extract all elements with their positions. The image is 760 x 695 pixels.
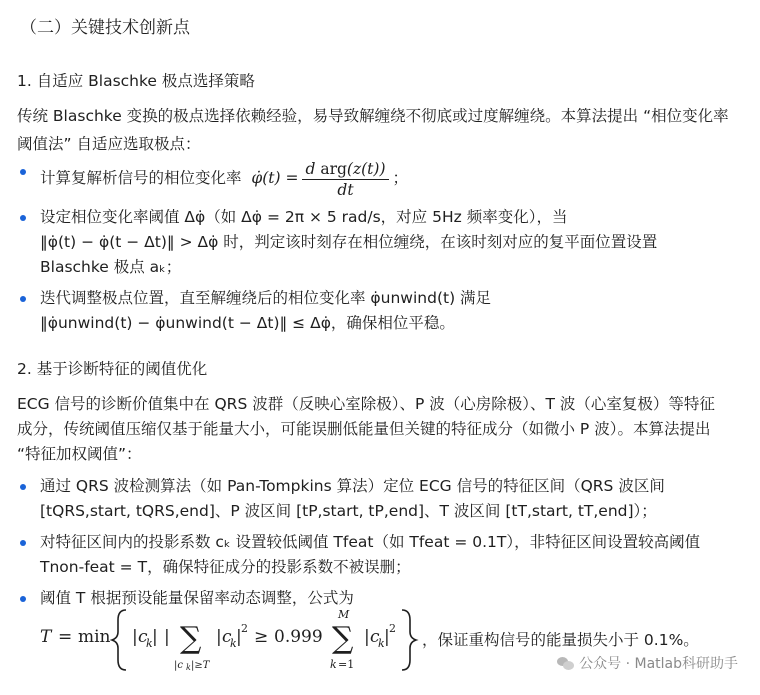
svg-text:|: | (152, 627, 158, 647)
list-item-feature-threshold-line1: 对特征区间内的投影系数 cₖ 设置较低阈值 Tfeat（如 Tfeat = 0.1T），非特征区间设置较高阈值 (40, 533, 701, 551)
svg-text:|c: |c (174, 660, 183, 671)
list-item-iterate-line1: 迭代调整极点位置，直至解缠绕后的相位变化率 φ̇unwind(t) 满足 (40, 289, 492, 307)
list-item-threshold-line1: 设定相位变化率阈值 Δφ̇（如 Δφ̇ = 2π × 5 rad/s，对应 5Hz 频率变化），当 (40, 208, 568, 226)
bullet-dot (20, 484, 26, 490)
list-item-qrs-line2: [tQRS,start, tQRS,end]、P 波区间 [tP,start, tP,end]、T 波区间 [tT,start, tT,end]）； (40, 502, 657, 520)
svg-text:2: 2 (241, 622, 248, 635)
svg-text:∑: ∑ (180, 621, 202, 656)
list-item-qrs-line1: 通过 QRS 波检测算法（如 Pan-Tompkins 算法）定位 ECG 信号的特征区间（QRS 波区间 (40, 477, 665, 495)
watermark-text: 公众号 · Matlab科研助手 (579, 656, 738, 672)
svg-text:2: 2 (389, 622, 396, 635)
svg-text:|≥T: |≥T (191, 660, 210, 671)
svg-text:k: k (330, 658, 337, 671)
svg-text:c: c (222, 627, 232, 647)
svg-text:k: k (378, 637, 385, 650)
bullet-dot (20, 596, 26, 602)
svg-text:k: k (146, 637, 153, 650)
svg-text:k: k (186, 663, 191, 672)
subsection-title-1: 1. 自适应 Blaschke 极点选择策略 (17, 72, 255, 90)
svg-text:T: T (40, 627, 52, 647)
wechat-icon (557, 655, 575, 671)
bullet-dot (20, 296, 26, 302)
svg-text:|: | (216, 627, 222, 647)
svg-text:|: | (364, 627, 370, 647)
svg-text:0.999: 0.999 (274, 627, 323, 647)
svg-text:|: | (236, 627, 242, 647)
svg-text:|: | (384, 627, 390, 647)
list-item-iterate-line2: ‖φ̇unwind(t) − φ̇unwind(t − Δt)‖ ≤ Δφ̇，确保相位平稳。 (40, 314, 455, 332)
list-item-phase-rate: 计算复解析信号的相位变化率 φ̇(t) = $\frac{\text{d arg(z(t))}}{dt}$ ； (40, 159, 409, 199)
svg-text:=1: =1 (338, 658, 355, 671)
paragraph-intro-2: ECG 信号的诊断价值集中在 QRS 波群（反映心室除极）、P 波（心房除极）、T 波（心室复极）等特征成分，传统阈值压缩仅基于能量大小，可能误删低能量但关键的特征成分（如微小 P 波）。本算法提出 “特征加权阈值”： (17, 395, 715, 463)
svg-text:c: c (138, 627, 148, 647)
watermark (557, 653, 738, 673)
svg-text:|: | (164, 627, 170, 647)
list-item-threshold-line3: Blaschke 极点 aₖ； (40, 258, 182, 276)
section-title: （二）关键技术创新点 (20, 18, 190, 38)
bullet-dot (20, 215, 26, 221)
item-text: 计算复解析信号的相位变化率 (40, 169, 242, 187)
bullet-dot (20, 540, 26, 546)
svg-text:c: c (370, 627, 380, 647)
svg-text:M: M (338, 608, 350, 621)
list-item-threshold-line2: ‖φ̇(t) − φ̇(t − Δt)‖ > Δφ̇ 时，判定该时刻存在相位缠绕，在该时刻对应的复平面位置设置 (40, 233, 658, 251)
phase-rate-formula: φ̇(t) = $\frac{\text{d arg(z(t))}}{dt}$ (246, 169, 392, 187)
subsection-title-2: 2. 基于诊断特征的阈值优化 (17, 360, 208, 378)
list-item-dynamic-threshold: 阈值 T 根据预设能量保留率动态调整，公式为 (40, 589, 354, 607)
svg-text:≥: ≥ (254, 627, 269, 647)
bullet-dot (20, 169, 26, 175)
svg-text:|: | (132, 627, 138, 647)
svg-text:∑: ∑ (332, 621, 354, 656)
svg-text:=: = (58, 627, 73, 647)
paragraph-intro-1: 传统 Blaschke 变换的极点选择依赖经验，易导致解缠绕不彻底或过度解缠绕。本算法提出 “相位变化率阈值法” 自适应选取极点： (17, 107, 729, 153)
list-item-feature-threshold-line2: Tnon-feat = T，确保特征成分的投影系数不被误删； (40, 558, 411, 576)
svg-text:k: k (230, 637, 237, 650)
svg-text:min: min (78, 627, 111, 647)
formula-tail-text: ，保证重构信号的能量损失小于 0.1%。 (422, 631, 699, 649)
